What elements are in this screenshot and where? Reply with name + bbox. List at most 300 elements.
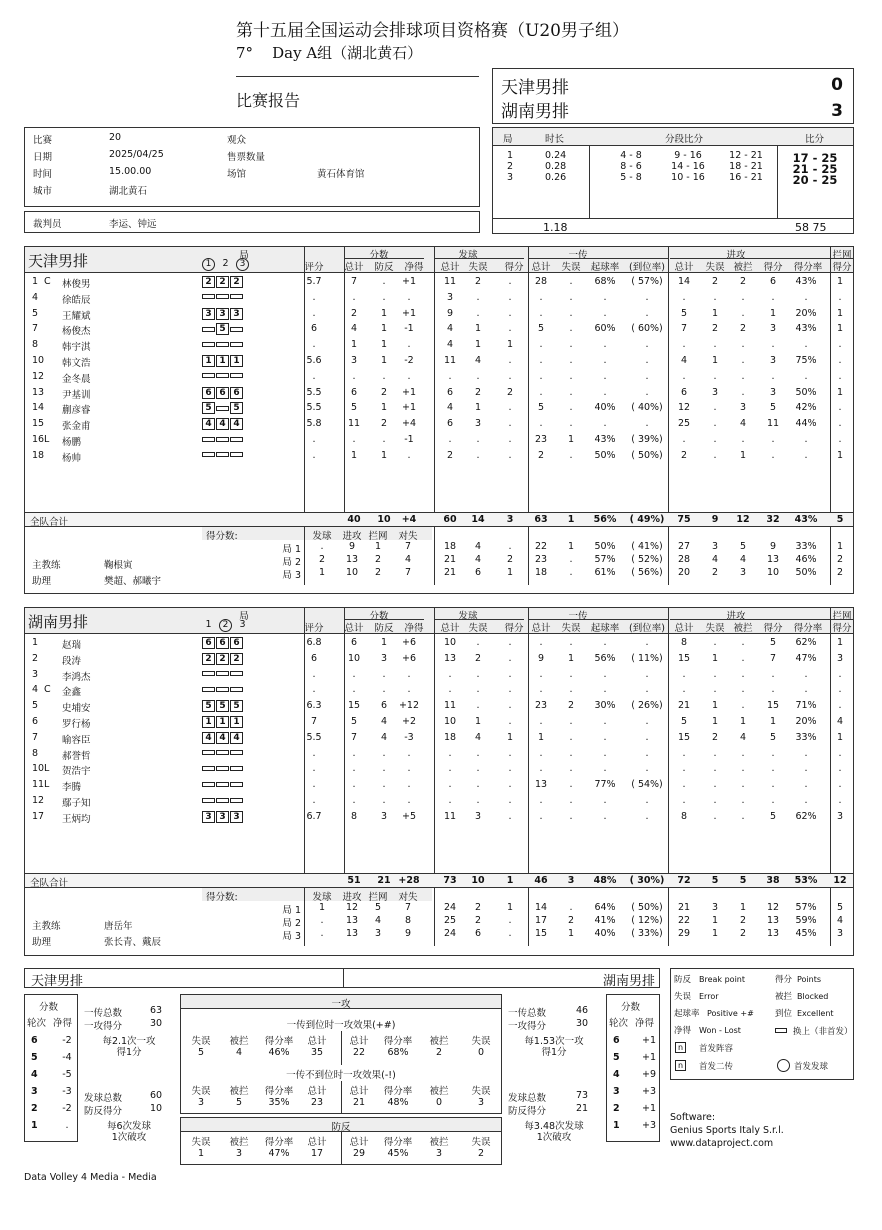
team-total-value: 3 (567, 875, 575, 886)
stat-value: . (838, 355, 842, 366)
label: 日期 (33, 152, 53, 163)
table-row (24, 276, 854, 291)
set-stat-value: 14 (534, 902, 548, 913)
stat-value: 6 (350, 637, 358, 648)
set-stat-value: 2 (739, 928, 747, 939)
set-stat-value: 50% (594, 541, 616, 552)
player-name: 徐皓辰 (62, 294, 91, 306)
stat-value: . (603, 386, 607, 398)
legend-blo: 被拦 (775, 992, 793, 1002)
set-row-label: 局 2 (282, 918, 301, 929)
stat-value: 3 (836, 810, 844, 822)
label: 售票数量 (227, 152, 266, 163)
stat-value: . (804, 339, 808, 351)
stat-value: 20% (795, 307, 817, 319)
stat-value: ( 26%) (631, 700, 663, 712)
set-pts-value: 3 (374, 928, 382, 939)
stat-value: . (312, 747, 316, 759)
team-total-value: 5 (739, 875, 747, 886)
table-row (24, 653, 854, 668)
stat-value: 25 (677, 418, 691, 430)
stat-value: . (352, 779, 356, 791)
stat-value: 1 (711, 716, 719, 727)
stat-value: . (603, 307, 607, 319)
stat-value: . (838, 339, 842, 351)
stat-value: 33% (795, 731, 817, 743)
set-stat-value: 41% (594, 915, 616, 926)
stat-value: . (804, 763, 808, 775)
stat-value: 4 (446, 402, 454, 414)
stat-value: 10 (443, 716, 457, 727)
stat-value: 3 (446, 291, 454, 303)
pts-breakdown-header: 发球 (312, 892, 332, 903)
stat-value: 10 (347, 652, 361, 664)
legend-pts: 得分 (775, 975, 793, 985)
rotation-box (230, 671, 243, 676)
grid-header: 被拦 (229, 1137, 249, 1148)
set-stat-value: . (569, 567, 573, 578)
stat-value: . (312, 763, 316, 775)
stat-value: . (476, 307, 480, 319)
label: 裁判员 (33, 219, 62, 230)
grid-value: 17 (310, 1148, 324, 1159)
stat-value: 77% (594, 779, 616, 791)
rotation-net: +1 (641, 1103, 656, 1114)
team-total-value: 5 (711, 875, 719, 886)
hdr-set: 局 (239, 250, 249, 261)
stat-value: 4 (739, 731, 747, 743)
stat-value: 8 (680, 637, 688, 648)
stat-value: . (645, 747, 649, 759)
stat-value: . (771, 763, 775, 775)
player-name: 王耀斌 (62, 310, 91, 322)
stat-value: 1 (380, 637, 388, 648)
stat-value: . (603, 668, 607, 680)
stat-value: . (539, 339, 543, 351)
stat-value: 44% (795, 418, 817, 430)
grid-header: 总计 (307, 1137, 327, 1148)
bottom-away-name: 湖南男排 (602, 974, 655, 989)
set-stat-value: 6 (474, 928, 482, 939)
stat-value: . (804, 370, 808, 382)
player-number: 8 (32, 339, 39, 351)
hdr-pos: 起球率 (590, 262, 620, 273)
rotation-net: -2 (62, 1035, 72, 1046)
set-positions (202, 450, 244, 461)
set-stat-value: 25 (443, 915, 457, 926)
stat-value: 2 (380, 386, 388, 398)
stat-value: . (645, 307, 649, 319)
stat-value: . (569, 386, 573, 398)
stat-value: . (569, 731, 573, 743)
stat-value: . (603, 731, 607, 743)
label: 发球总数 (84, 1093, 123, 1104)
set-stat-value: . (508, 541, 512, 552)
stat-value: . (713, 668, 717, 680)
stat-value: 1 (380, 355, 388, 366)
table-row (24, 684, 854, 699)
stat-value: . (838, 763, 842, 775)
grid-value: 3 (235, 1148, 243, 1159)
stat-value: 2 (506, 386, 514, 398)
stat-value: 1 (380, 307, 388, 319)
grid-value: 29 (352, 1148, 366, 1159)
assistant-label: 助理 (32, 576, 52, 587)
stat-value: . (645, 731, 649, 743)
table-row (24, 434, 854, 449)
stat-value: . (838, 291, 842, 303)
stat-value: . (682, 795, 686, 806)
stat-value: . (771, 339, 775, 351)
set-pts-value: 7 (404, 902, 412, 913)
set-row-label: 局 2 (282, 557, 301, 568)
legend-first-serve: 首发发球 (794, 1062, 829, 1072)
stat-value: 1 (380, 402, 388, 414)
grid-value: 3 (197, 1097, 205, 1108)
stat-value: 30% (594, 700, 616, 712)
hdr-recv: 一传 (568, 611, 588, 622)
set-pts-value: . (320, 928, 324, 939)
stat-value: . (569, 637, 573, 648)
set-stat-value: 13 (766, 915, 780, 926)
rotation-number: 2 (613, 1103, 620, 1114)
player-name: 杨俊杰 (62, 326, 91, 338)
table-row (24, 811, 854, 826)
rotation-box: 1 (230, 355, 243, 367)
stat-value: . (569, 795, 573, 806)
stat-value: . (741, 652, 745, 664)
set-partial-3: 12 - 21 (729, 150, 763, 161)
stat-value: . (838, 684, 842, 696)
legend-pts-text: Points (797, 975, 822, 984)
player-number: 16 (32, 434, 45, 445)
stat-value: . (448, 668, 452, 680)
set-stat-value: 17 (534, 915, 548, 926)
hdr-attack: 进攻 (726, 611, 746, 622)
stat-value: 4 (350, 323, 358, 335)
stat-value: . (804, 449, 808, 461)
stat-value: . (771, 449, 775, 461)
rotation-box: 3 (230, 308, 243, 320)
set-stat-value: 1 (836, 541, 844, 552)
stat-value: . (539, 386, 543, 398)
label: 分数 (621, 1002, 641, 1013)
set-score: 17 - 25 (792, 151, 838, 165)
rotation-box (230, 373, 243, 378)
rotation-box: 3 (202, 811, 215, 823)
stat-value: . (713, 370, 717, 382)
set-pts-value: . (320, 541, 324, 552)
stat-value: . (741, 637, 745, 648)
stat-value: . (603, 810, 607, 822)
player-name: 蒯彦睿 (62, 405, 91, 417)
stat-value: +4 (401, 418, 416, 430)
label: 城市 (33, 186, 53, 197)
stat-value: . (569, 668, 573, 680)
stat-value: . (407, 370, 411, 382)
stat-value: 50% (795, 386, 817, 398)
stat-value: . (569, 779, 573, 791)
stat-value: . (569, 684, 573, 696)
set-stat-value: . (508, 915, 512, 926)
stat-value: 6 (380, 700, 388, 712)
stat-value: . (713, 402, 717, 414)
stat-value: . (352, 684, 356, 696)
set-pts-value: 2 (374, 554, 382, 565)
stat-value: 10 (443, 637, 457, 648)
stat-value: +6 (401, 637, 416, 648)
away-team-name: 湖南男排 (28, 613, 89, 631)
hdr-set: 局 (239, 611, 249, 622)
hdr-err: 失误 (561, 623, 581, 634)
set-positions (202, 371, 244, 382)
stat-value: 1 (380, 339, 388, 351)
stat-value: . (508, 795, 512, 806)
set-pts-value: 9 (404, 928, 412, 939)
set-stat-value: 2 (506, 554, 514, 565)
table-row (24, 450, 854, 465)
stat-value: . (508, 810, 512, 822)
set-stat-value: 1 (567, 928, 575, 939)
stat-value: . (539, 684, 543, 696)
set-number-label: 2 (219, 619, 232, 632)
stat-value: . (476, 370, 480, 382)
grid-value: 5 (235, 1097, 243, 1108)
player-number: 12 (32, 795, 45, 806)
stat-value: . (603, 370, 607, 382)
stat-value: . (539, 637, 543, 648)
set-stat-value: 1 (506, 902, 514, 913)
fa-title: 一攻 (331, 999, 351, 1010)
team-total-value: 12 (833, 875, 847, 886)
rotation-box (216, 798, 229, 803)
scoreboard-home-sets: 0 (831, 75, 843, 95)
stat-value: 6 (446, 418, 454, 430)
stat-value: . (448, 779, 452, 791)
set-stat-value: 3 (739, 567, 747, 578)
stat-value: 13 (534, 779, 548, 791)
stat-value: 28 (534, 276, 548, 287)
player-name: 林俊男 (62, 279, 91, 290)
stat-value: +2 (401, 716, 416, 727)
stat-value: +12 (398, 700, 420, 712)
stat-value: . (508, 747, 512, 759)
rotation-box (230, 294, 243, 299)
stat-value: 5 (769, 810, 777, 822)
grid-value: 68% (387, 1047, 409, 1058)
stat-value: ( 50%) (631, 449, 663, 461)
set-pts-value: 10 (345, 567, 359, 578)
stat-value: 1 (380, 323, 388, 335)
stat-value: . (508, 323, 512, 335)
set-stat-value: 5 (739, 541, 747, 552)
set-stat-value: . (569, 554, 573, 565)
grid-value: 0 (477, 1047, 485, 1058)
grid-value: 2 (477, 1148, 485, 1159)
stat-value: . (476, 700, 480, 712)
team-total-value: ( 49%) (629, 514, 665, 525)
stat-value: . (569, 291, 573, 303)
label: 比赛 (33, 135, 53, 146)
stat-value: . (352, 434, 356, 445)
rotation-net: +9 (641, 1069, 656, 1080)
referee-box (24, 211, 480, 233)
stat-value: . (569, 355, 573, 366)
stat-value: . (603, 291, 607, 303)
rotation-box: 1 (216, 355, 229, 367)
stat-value: . (569, 747, 573, 759)
table-row (24, 637, 854, 652)
stat-value: . (838, 747, 842, 759)
stat-value: 1 (836, 276, 844, 287)
table-row (24, 669, 854, 684)
stat-value: . (382, 276, 386, 287)
stat-value: . (682, 684, 686, 696)
table-row (24, 371, 854, 386)
table-row (24, 402, 854, 417)
label: 轮次 (609, 1018, 629, 1029)
stat-value: . (569, 763, 573, 775)
rotation-box (202, 294, 215, 299)
stat-value: +5 (401, 810, 416, 822)
set-positions (202, 700, 244, 712)
hdr-tot: 总计 (440, 262, 460, 273)
stat-value: . (508, 700, 512, 712)
stat-value: 1 (836, 307, 844, 319)
set-stat-value: ( 41%) (631, 541, 663, 552)
set-partial-2: 9 - 16 (674, 150, 702, 161)
rotation-box: 3 (216, 811, 229, 823)
scoreboard (492, 68, 854, 124)
set-stat-value: 23 (534, 554, 548, 565)
set-pts-value: 1 (318, 902, 326, 913)
stat-value: . (352, 795, 356, 806)
grid-header: 失误 (471, 1086, 491, 1097)
hdr-err: 失误 (705, 262, 725, 273)
match-time: 15.00.00 (109, 166, 152, 177)
stat-value: . (312, 684, 316, 696)
stat-value: 3 (739, 402, 747, 414)
set-partial-1: 4 - 8 (620, 150, 642, 161)
stat-value: 71% (795, 700, 817, 712)
player-number: 13 (32, 386, 45, 398)
stat-value: . (407, 339, 411, 351)
player-name: 李腾 (62, 782, 82, 794)
legend-second: 首发二传 (699, 1062, 734, 1072)
stat-value: . (771, 291, 775, 303)
set-stat-value: 2 (474, 915, 482, 926)
stat-value: 6 (350, 386, 358, 398)
set-positions (202, 763, 244, 774)
legend-start: 首发阵容 (699, 1044, 734, 1054)
player-name: 韩文浩 (62, 358, 91, 369)
hdr-bp: 防反 (374, 623, 394, 634)
stat-value: -3 (404, 731, 414, 743)
stat-value: 2 (350, 307, 358, 319)
stat-value: . (476, 637, 480, 648)
rotation-number: 4 (31, 1069, 38, 1080)
stat-value: 2 (446, 449, 454, 461)
set-stat-value: 1 (739, 902, 747, 913)
player-number: 17 (32, 810, 45, 822)
set-positions (202, 732, 244, 744)
set-number-label: 3 (236, 258, 249, 271)
rotation-box: 5 (202, 700, 215, 712)
stat-value: . (569, 418, 573, 430)
set-stat-value: 2 (836, 554, 844, 565)
stat-value: . (741, 434, 745, 445)
stat-value: 6 (310, 652, 318, 664)
stat-value: 2 (680, 449, 688, 461)
rotation-box (216, 294, 229, 299)
stat-value: 15 (677, 652, 691, 664)
pts-breakdown-label: 得分数: (206, 531, 238, 542)
stat-value: . (741, 339, 745, 351)
stat-value: . (508, 637, 512, 648)
stat-value: 3 (711, 386, 719, 398)
stat-value: . (838, 668, 842, 680)
stat-value: . (569, 276, 573, 287)
software-url[interactable]: www.dataproject.com (670, 1138, 774, 1149)
stat-value: 7 (769, 652, 777, 664)
stat-value: . (603, 355, 607, 366)
stat-value: . (508, 668, 512, 680)
set-stat-value: 15 (534, 928, 548, 939)
set-row-label: 局 3 (282, 570, 301, 581)
set-stat-value: 40% (594, 928, 616, 939)
stat-value: 2 (711, 731, 719, 743)
hdr-block: 拦网 (832, 250, 852, 261)
rotation-box (230, 452, 243, 457)
stat-value: 21 (677, 700, 691, 712)
rotation-box: 6 (230, 637, 243, 649)
legend-blo-text: Blocked (797, 992, 829, 1001)
stat-value: . (741, 795, 745, 806)
stat-value: . (682, 779, 686, 791)
stat-value: 4 (680, 355, 688, 366)
stat-value: . (645, 386, 649, 398)
pts-breakdown-header: 对失 (398, 892, 418, 903)
stat-value: . (682, 339, 686, 351)
legend-bp-text: Break point (699, 975, 746, 984)
stat-value: 11 (443, 355, 457, 366)
set-positions (202, 387, 244, 399)
rotation-box (216, 406, 229, 411)
stat-value: . (508, 307, 512, 319)
stat-value: 11 (347, 418, 361, 430)
stat-value: . (838, 434, 842, 445)
software-label: Software: (670, 1112, 716, 1123)
set-stat-value: 33% (795, 541, 817, 552)
home-bp-pts: 10 (150, 1103, 163, 1114)
stat-value: 1 (711, 355, 719, 366)
set-stat-value: 2 (567, 915, 575, 926)
stat-value: 50% (594, 449, 616, 461)
stat-value: 3 (474, 418, 482, 430)
stat-value: 1 (836, 323, 844, 335)
rotation-number: 3 (613, 1086, 620, 1097)
stat-value: . (771, 668, 775, 680)
stat-value: 1 (380, 449, 388, 461)
first-attack-box (180, 994, 502, 1114)
pts-breakdown-header: 进攻 (342, 892, 362, 903)
rotation-box (230, 342, 243, 347)
stat-value: . (312, 339, 316, 351)
set-pts-value: 8 (404, 915, 412, 926)
away-bp-note2: 1次破攻 (536, 1132, 572, 1143)
label: 分数 (39, 1002, 59, 1013)
stat-value: . (407, 747, 411, 759)
